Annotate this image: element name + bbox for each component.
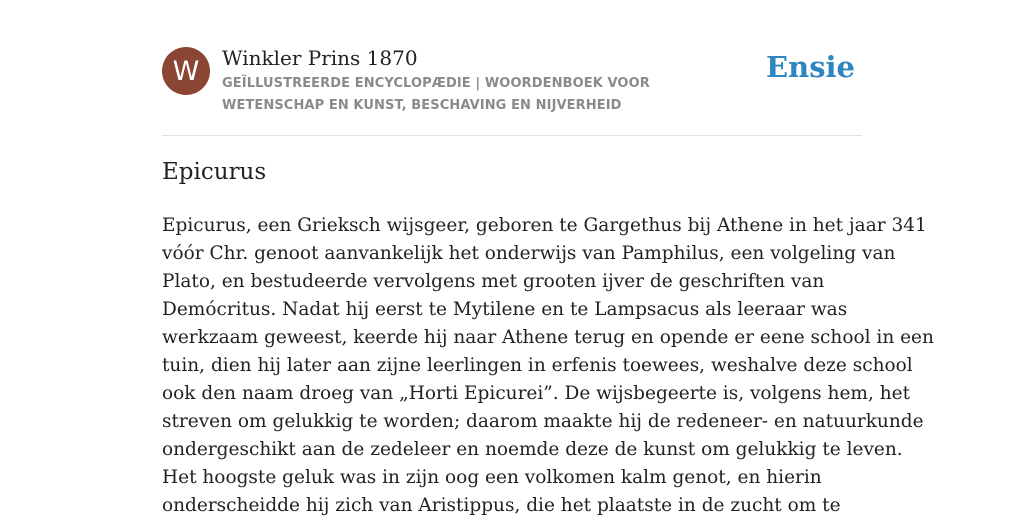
body-line: werkzaam geweest, keerde hij naar Athene terug en opende er eene school in een	[162, 327, 934, 348]
body-line: Het hoogste geluk was in zijn oog een volkomen kalm genot, en hierin	[162, 467, 822, 488]
entry-title: Epicurus	[162, 159, 267, 185]
source-avatar[interactable]: W	[162, 47, 210, 95]
body-line: onderscheidde hij zich van Aristippus, die het plaatste in de zucht om te	[162, 495, 841, 516]
body-line: Epicurus, een Grieksch wijsgeer, geboren te Gargethus bij Athene in het jaar 341	[162, 215, 927, 236]
source-title[interactable]: Winkler Prins 1870	[222, 46, 418, 70]
body-line: ondergeschikt aan de zedeleer en noemde deze de kunst om gelukkig te leven.	[162, 439, 903, 460]
body-line: streven om gelukkig te worden; daarom maakte hij de redeneer- en natuurkunde	[162, 411, 924, 432]
header-divider	[162, 135, 862, 136]
body-line: Demócritus. Nadat hij eerst te Mytilene en te Lampsacus als leeraar was	[162, 299, 848, 320]
body-line: ook den naam droeg van „Horti Epicurei”. De wijsbegeerte is, volgens hem, het	[162, 383, 911, 404]
ensie-logo[interactable]: Ensie	[766, 50, 855, 84]
source-subtitle: GEÏLLUSTREERDE ENCYCLOPÆDIE | WOORDENBOEK VOOR WETENSCHAP EN KUNST, BESCHAVING EN NIJVERHEID	[222, 76, 650, 113]
body-line: tuin, dien hij later aan zijne leerlingen in erfenis toewees, weshalve deze school	[162, 355, 913, 376]
body-line: Plato, en bestudeerde vervolgens met grooten ijver de geschriften van	[162, 271, 825, 292]
entry-body	[162, 212, 934, 520]
body-line: vóór Chr. genoot aanvankelijk het onderwijs van Pamphilus, een volgeling van	[162, 243, 896, 264]
